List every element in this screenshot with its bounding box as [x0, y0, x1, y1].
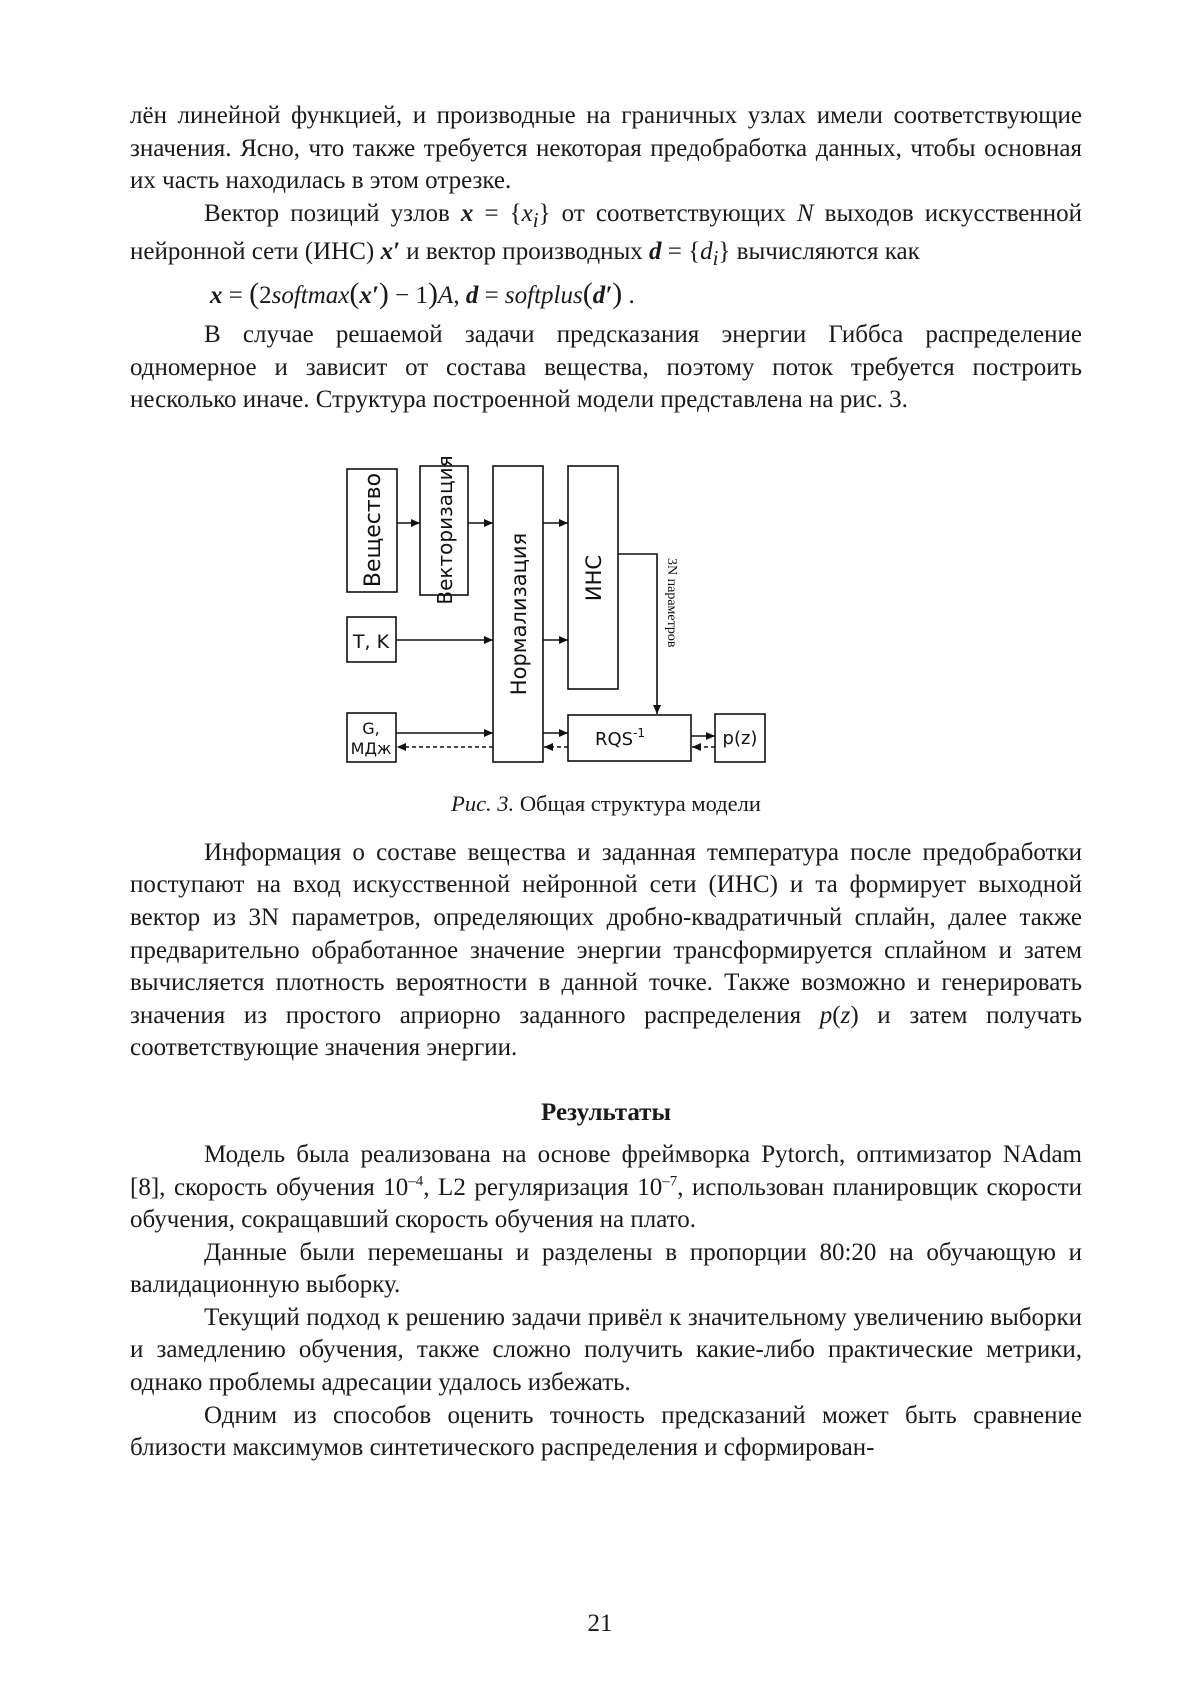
page-number: 21 — [587, 1610, 613, 1637]
subscript-i: i — [532, 207, 539, 232]
text-run: } от соответствующих — [538, 199, 797, 227]
symbol-xi: x — [521, 199, 533, 227]
paragraph-7: Текущий подход к решению задачи привёл к значительному увеличению выборки и замедлению обучения, также сложно получить какие-либо практические метрики, однако проблемы адресации удалось избежать. — [130, 1303, 1082, 1397]
label-pz: p(z) — [722, 727, 758, 749]
subscript-i: i — [712, 246, 719, 271]
page-body — [130, 100, 1082, 1465]
label-g-line1: G, — [362, 718, 380, 738]
label-normalization: Нормализация — [507, 532, 531, 695]
paragraph-4: Информация о составе вещества и заданная температура после предобработки поступают на вход искусственной нейронной сети (ИНС) и та формирует выходной вектор из 3N параметров, определяющих дробно-квадратичный сплайн, далее также предварительно обработанное значение энергии трансформируется сплайном и затем вычисляется плотность вероятности в данной точке. Также возможно и генерировать значения из простого априорно заданного распределения p(z) и затем получать соответствующие значения энергии. — [130, 838, 1082, 1062]
text-run: = { — [473, 199, 522, 227]
figure-model-structure — [130, 433, 1082, 843]
label-tk: T, K — [352, 630, 390, 653]
diagram — [130, 433, 1082, 793]
caption-text: Общая структура модели — [514, 790, 761, 816]
text-run: выходов искусственной нейронной сети (ИНС) — [130, 199, 1082, 266]
paragraph-3: В случае решаемой задачи предсказания энергии Гиббса распределение одномерное и зависит от состава вещества, поэтому поток требуется построить несколько иначе. Структура построенной модели представлена на рис. 3. — [130, 320, 1082, 414]
symbol-n: N — [796, 199, 814, 227]
label-rqs: $RQS^{-1}$ — [594, 725, 646, 750]
symbol-x: x — [460, 199, 474, 227]
arrow-ann-rqs — [618, 554, 657, 714]
text-run: Вектор позиций узлов — [204, 199, 461, 227]
label-g-line2: МДж — [350, 738, 392, 758]
paragraph-1: лён линейной функцией, и производные на граничных узлах имели соответствующие значения. Ясно, что также требуется некоторая предобработка данных, чтобы основная их часть находилась в этом отрезке. — [130, 102, 1082, 195]
text-run: } вычисляются как — [718, 238, 920, 266]
paragraph-2 — [130, 198, 1082, 275]
formula: x = (2softmax(x′) − 1)A, d = softplus(d′) . — [210, 276, 635, 310]
symbol-z: z — [840, 1001, 851, 1029]
label-vectorization: Векторизация — [433, 455, 457, 605]
caption-label: Рис. 3. — [451, 790, 515, 816]
paragraph-5: Модель была реализована на основе фреймворка Pytorch, оптимизатор NAdam [8], скорость обучения $10^{-4}$, L2 регуляризация $10^{-7}$, использован планировщик скорости обучения, сокращавший скорость обучения на плато. — [130, 1140, 1082, 1234]
symbol-p: p — [819, 1001, 833, 1029]
section-heading-results: Результаты — [541, 1098, 671, 1126]
label-substance: Вещество — [361, 472, 386, 587]
label-ann: ИНС — [582, 554, 606, 601]
paragraph-8: Одним из способов оценить точность предсказаний может быть сравнение близости максимумов синтетического распределения и сформирован- — [130, 1401, 1082, 1462]
label-3n-params: 3N параметров — [664, 557, 679, 648]
symbol-d: d — [649, 238, 662, 266]
symbol-x-prime: x′ — [380, 238, 401, 266]
paragraph-6: Данные были перемешаны и разделены в пропорции 80:20 на обучающую и валидационную выборку. — [130, 1238, 1082, 1299]
text-run: = { — [661, 238, 701, 266]
symbol-di: d — [700, 238, 713, 266]
text-run: и вектор производных — [400, 238, 650, 266]
figure-caption — [130, 791, 1082, 817]
